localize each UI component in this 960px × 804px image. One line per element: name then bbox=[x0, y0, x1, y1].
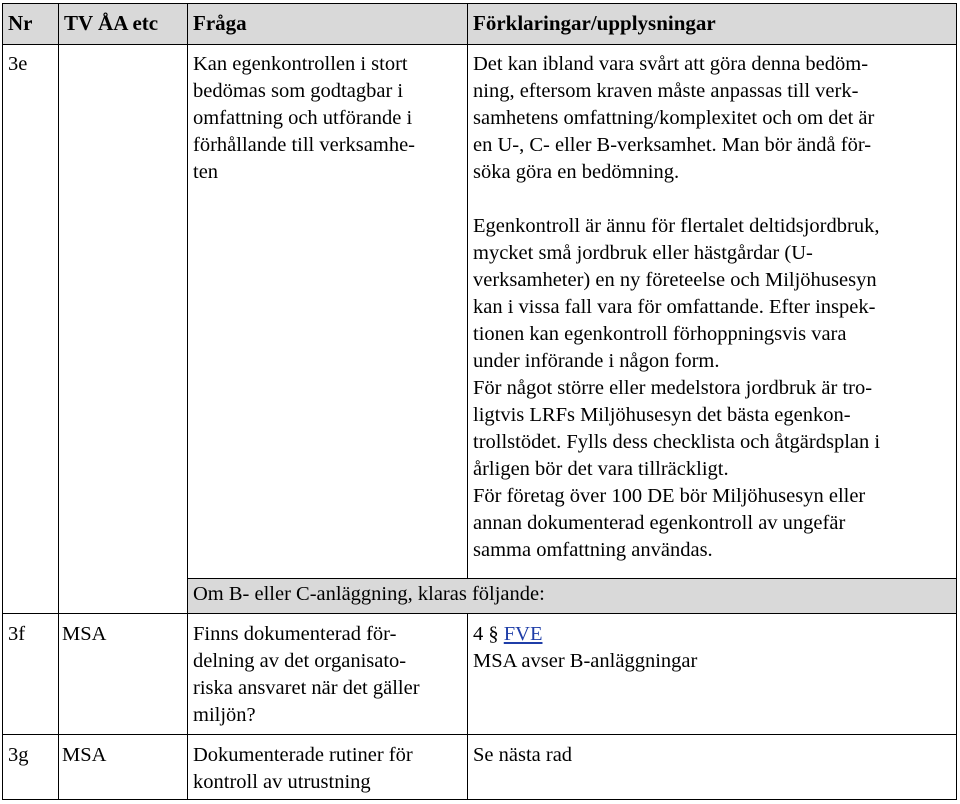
expl-line: För företag över 100 DE bör Miljöhusesyn eller bbox=[473, 485, 866, 507]
expl-line: annan dokumenterad egenkontroll av ungefär bbox=[473, 512, 846, 534]
expl-line: verksamheter) en ny företeelse och Miljöhusesyn bbox=[473, 269, 877, 291]
expl-line: ligtvis LRFs Miljöhusesyn det bästa egenkon- bbox=[473, 404, 851, 426]
fraga-line: miljön? bbox=[193, 704, 256, 726]
table-border-right bbox=[956, 3, 957, 800]
expl-line: Det kan ibland vara svårt att göra denna bedöm- bbox=[473, 53, 869, 75]
expl-line: samma omfattning användas. bbox=[473, 539, 713, 561]
expl-line: samhetens omfattning/komplexitet och om det är bbox=[473, 107, 875, 129]
row-3g-explanation: Se nästa rad bbox=[473, 744, 573, 766]
expl-line: söka göra en bedömning. bbox=[473, 161, 680, 183]
table-border-left bbox=[2, 3, 3, 800]
header-divider bbox=[2, 44, 957, 45]
row-3g-tv: MSA bbox=[62, 744, 107, 766]
row-3f-nr: 3f bbox=[8, 623, 26, 645]
expl-line: Egenkontroll är ännu för flertalet deltidsjordbruk, bbox=[473, 215, 880, 237]
header-nr: Nr bbox=[2, 3, 58, 44]
col-divider bbox=[467, 613, 468, 800]
fraga-line: Finns dokumenterad för- bbox=[193, 623, 397, 645]
expl-line bbox=[473, 621, 955, 648]
expl-line: årligen bör det vara tillräckligt. bbox=[473, 458, 729, 480]
table-border-bottom bbox=[2, 799, 957, 800]
expl-line: mycket små jordbruk eller hästgårdar (U- bbox=[473, 242, 813, 264]
fve-link[interactable]: FVE bbox=[503, 623, 543, 645]
table-border-top bbox=[2, 3, 957, 4]
fraga-line: bedömas som godtagbar i bbox=[193, 80, 404, 102]
fraga-line: kontroll av utrustning bbox=[193, 771, 371, 793]
row-3f-explanation bbox=[473, 621, 955, 675]
fraga-line: riska ansvaret när det gäller bbox=[193, 677, 420, 699]
row-3e-nr: 3e bbox=[8, 53, 28, 75]
expl-line: en U-, C- eller B-verksamhet. Man bör ändå för- bbox=[473, 134, 872, 156]
checklist-table bbox=[2, 3, 957, 800]
expl-line: tionen kan egenkontroll förhoppningsvis vara bbox=[473, 323, 847, 345]
expl-line: ning, eftersom kraven måste anpassas till verk- bbox=[473, 80, 859, 102]
fraga-line: Kan egenkontrollen i stort bbox=[193, 53, 408, 75]
row-3g-nr: 3g bbox=[8, 744, 29, 766]
row-3f-fraga bbox=[193, 621, 465, 729]
fraga-line: Dokumenterade rutiner för bbox=[193, 744, 413, 766]
expl-line: MSA avser B-anläggningar bbox=[473, 650, 698, 672]
row-3f-tv: MSA bbox=[62, 623, 107, 645]
section-label: Om B- eller C-anläggning, klaras följande: bbox=[193, 583, 545, 605]
fraga-line: förhållande till verksamhe- bbox=[193, 134, 415, 156]
col-divider bbox=[58, 3, 59, 800]
header-forklaringar: Förklaringar/upplysningar bbox=[467, 3, 957, 44]
fraga-line: omfattning och utförande i bbox=[193, 107, 413, 129]
fraga-line: ten bbox=[193, 161, 219, 183]
expl-line: under införande i någon form. bbox=[473, 350, 720, 372]
expl-line: För något större eller medelstora jordbruk är tro- bbox=[473, 377, 873, 399]
expl-line: kan i vissa fall vara för omfattande. Efter inspek- bbox=[473, 296, 876, 318]
row-divider bbox=[2, 613, 957, 614]
header-fraga: Fråga bbox=[187, 3, 467, 44]
fve-ref-prefix: 4 § bbox=[473, 623, 504, 645]
fraga-line: delning av det organisato- bbox=[193, 650, 407, 672]
row-3g-fraga bbox=[193, 742, 465, 796]
expl-line: trollstödet. Fylls dess checklista och åtgärdsplan i bbox=[473, 431, 881, 453]
row-3e-fraga bbox=[193, 51, 465, 186]
col-divider bbox=[467, 3, 468, 578]
row-divider bbox=[2, 734, 957, 735]
col-divider bbox=[187, 3, 188, 800]
row-3e-explanation bbox=[473, 51, 955, 564]
section-divider-top bbox=[187, 578, 957, 579]
header-tv: TV ÅA etc bbox=[58, 3, 187, 44]
